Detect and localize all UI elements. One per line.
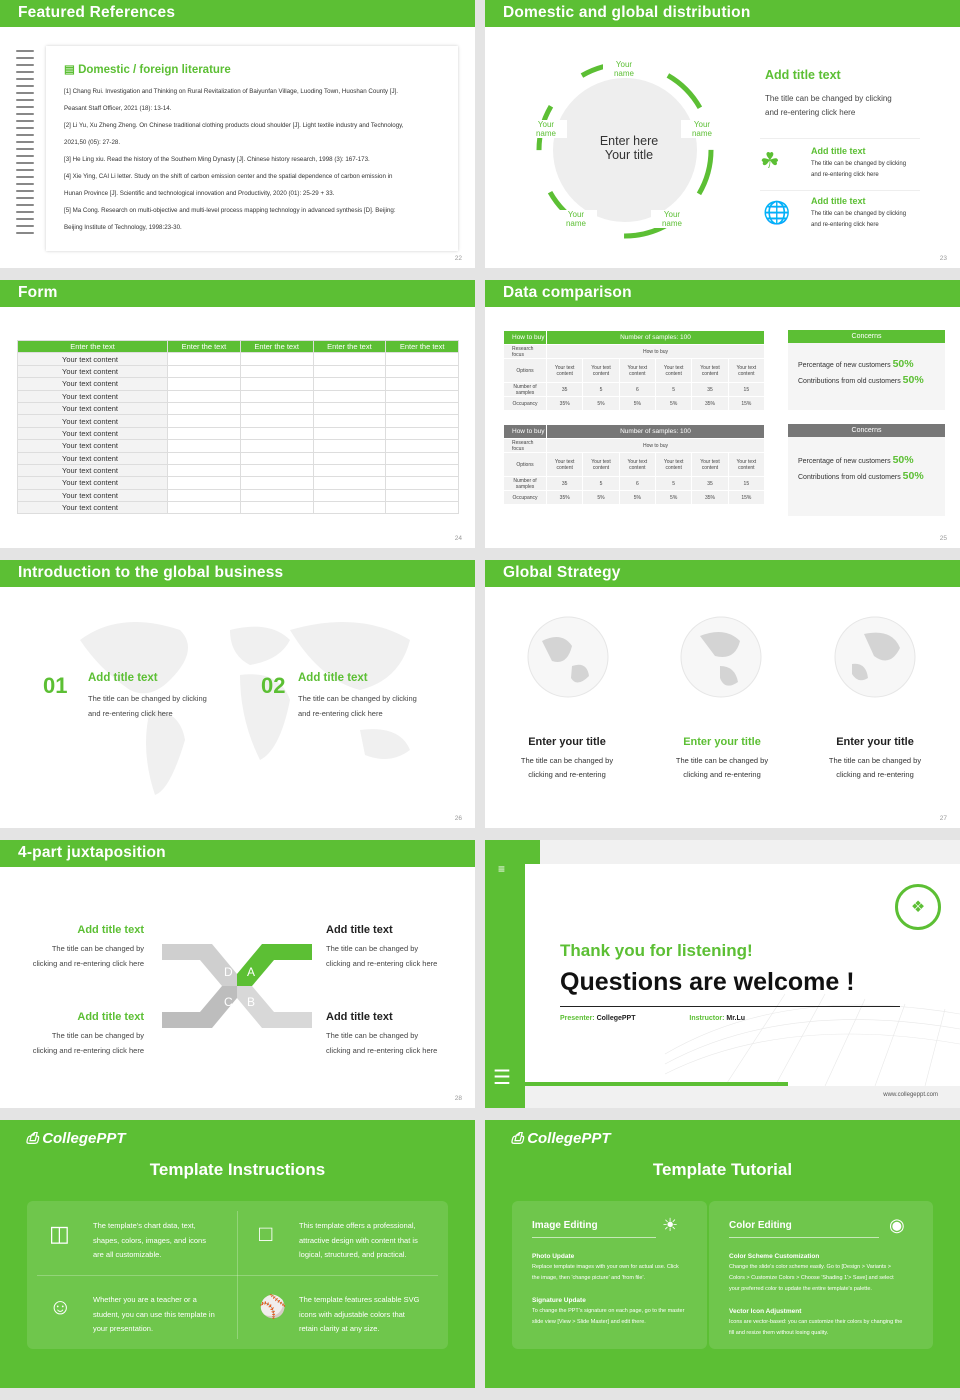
ref-line: [4] Xie Ying, CAI Li letter. Study on the shift of carbon emission center and the spatial dependence of carbon emission in: [64, 173, 393, 180]
reference-paper: [46, 46, 458, 251]
subheading: Signature Update: [532, 1297, 586, 1304]
table-cell[interactable]: [240, 402, 313, 414]
slide-global-strategy[interactable]: [485, 560, 960, 828]
table-cell[interactable]: [168, 390, 241, 402]
table-cell[interactable]: [386, 502, 459, 514]
part-text: clicking and re-entering click here: [32, 958, 144, 968]
tutorial-text: To change the PPT's signature on each page, go to the master: [532, 1308, 685, 1314]
tutorial-text: your preferred color to update the entire template's palette.: [729, 1286, 872, 1292]
table-cell[interactable]: [240, 489, 313, 501]
table-cell[interactable]: [313, 427, 386, 439]
university-seal-icon: ❖: [895, 884, 941, 930]
page-number: 25: [939, 535, 947, 542]
strategy-title: Enter your title: [528, 736, 606, 748]
strategy-title: Enter your title: [683, 736, 761, 748]
how-to-buy: How to buy: [547, 345, 765, 359]
table-cell[interactable]: [168, 427, 241, 439]
item-text: The title can be changed by clicking: [88, 694, 207, 703]
concerns-box: [788, 424, 945, 516]
table-row: [18, 477, 459, 489]
option-cell: Your text content: [692, 453, 728, 477]
strategy-text: clicking and re-entering: [836, 770, 914, 779]
table-cell[interactable]: Your text content: [18, 427, 168, 439]
occupancy-value: 35%: [692, 491, 728, 505]
instruction-text: are all customizable.: [93, 1250, 162, 1259]
comparison-table-1: [503, 330, 765, 411]
ref-heading: Domestic / foreign literature: [78, 64, 231, 76]
subheading: Vector Icon Adjustment: [729, 1308, 802, 1315]
table-row: [18, 390, 459, 402]
table-cell[interactable]: [386, 365, 459, 377]
strategy-text: clicking and re-entering: [683, 770, 761, 779]
instruction-text: icons with adjustable colors that: [299, 1309, 405, 1319]
table-cell[interactable]: [168, 502, 241, 514]
brand-name: CollegePPT: [42, 1130, 126, 1147]
table-row: [18, 365, 459, 377]
sub-title: Add title text: [811, 146, 866, 156]
main-title: Add title text: [765, 68, 841, 82]
part-text: The title can be changed by: [51, 1031, 144, 1040]
option-cell: Your text content: [619, 359, 655, 383]
table-cell[interactable]: Your text content: [18, 365, 168, 377]
strategy-text: The title can be changed by: [675, 756, 769, 765]
page-number: 24: [454, 535, 462, 542]
part-title: Add title text: [77, 1011, 144, 1023]
strategy-title: Enter your title: [836, 736, 914, 748]
table-cell[interactable]: [240, 464, 313, 476]
table-cell[interactable]: [386, 378, 459, 390]
table-cell[interactable]: [168, 353, 241, 365]
option-cell: Your text content: [619, 453, 655, 477]
table-row: [18, 415, 459, 427]
table-cell[interactable]: [386, 440, 459, 452]
tutorial-text: fill and resize them without losing quality.: [729, 1330, 829, 1336]
table-cell[interactable]: [386, 353, 459, 365]
teacher-icon: ☺: [49, 1294, 72, 1319]
menu-icon[interactable]: ≡: [498, 862, 506, 876]
concerns-header: Concerns: [788, 424, 945, 437]
table-cell[interactable]: [168, 378, 241, 390]
ref-line: [5] Ma Cong. Research on multi-objective and multi-level process mapping technology in advanced synthesis [D]. Beijing:: [64, 207, 396, 214]
presenter-label: Presenter:: [560, 1015, 595, 1022]
col-header: Enter the text: [240, 341, 313, 353]
tutorial-title: Template Tutorial: [652, 1160, 793, 1179]
sample-value: 35: [692, 383, 728, 397]
table-cell[interactable]: [168, 415, 241, 427]
instruction-text: This template offers a professional,: [299, 1221, 416, 1230]
option-cell: Your text content: [656, 453, 692, 477]
instruction-text: attractive design with content that is: [299, 1235, 418, 1245]
data-table: [503, 330, 765, 411]
table-cell[interactable]: Your text content: [18, 489, 168, 501]
table-cell[interactable]: Your text content: [18, 390, 168, 402]
occupancy-value: 35%: [692, 397, 728, 411]
table-cell[interactable]: [168, 440, 241, 452]
how-to-buy: How to buy: [504, 331, 547, 345]
occupancy-value: 5%: [656, 491, 692, 505]
color-editing-card: [709, 1201, 933, 1349]
old-customers-pct: 50%: [902, 470, 924, 482]
instruction-text: your presentation.: [93, 1324, 154, 1333]
slide-thank-you[interactable]: [485, 840, 960, 1108]
table-cell[interactable]: [168, 477, 241, 489]
samples: Number of samples: 100: [547, 425, 765, 439]
ref-line: [2] Li Yu, Xu Zheng Zheng. On Chinese traditional clothing products cloud shoulder [J]. Light textile industry and Technology,: [64, 122, 404, 129]
option-cell: Your text content: [547, 453, 583, 477]
instruction-text: The template's chart data, text,: [93, 1221, 196, 1230]
strategy-text: The title can be changed by: [828, 756, 922, 765]
option-cell: Your text content: [583, 359, 619, 383]
table-cell[interactable]: [240, 440, 313, 452]
new-customers-label: Percentage of new customers: [798, 458, 891, 465]
new-customers-pct: 50%: [892, 358, 914, 370]
strategy-text: The title can be changed by: [520, 756, 614, 765]
center-text: Enter here: [599, 134, 659, 148]
occupancy-value: 15%: [728, 397, 764, 411]
table-cell[interactable]: [168, 365, 241, 377]
slide-references[interactable]: [0, 0, 475, 268]
name-label: Your name: [681, 120, 723, 138]
samples: Number of samples: 100: [547, 331, 765, 345]
sub-text: The title can be changed by clicking: [811, 161, 907, 167]
num-samples: Number of samples: [504, 383, 547, 397]
lightbulb-icon: ☀: [662, 1215, 679, 1235]
sample-value: 15: [728, 383, 764, 397]
briefcase-icon: □: [259, 1221, 273, 1246]
table-cell[interactable]: Your text content: [18, 452, 168, 464]
globe-icon: [680, 616, 762, 703]
china-map-icon: ☘: [760, 148, 780, 173]
part-text: The title can be changed by: [326, 944, 419, 953]
table-cell[interactable]: [240, 353, 313, 365]
tutorial-text: slide view [View > Slide Master] and edit there.: [532, 1319, 646, 1325]
tutorial-text: Icons are vector-based: you can customize their colors by changing the: [729, 1319, 903, 1325]
strategy-text: clicking and re-entering: [528, 770, 606, 779]
table-cell[interactable]: [313, 353, 386, 365]
page-number: 27: [939, 815, 947, 822]
table-row: [18, 502, 459, 514]
part-text: clicking and re-entering click here: [326, 1045, 438, 1055]
instructions-card: [27, 1201, 448, 1349]
table-cell[interactable]: [240, 415, 313, 427]
slide-title: Data comparison: [485, 280, 960, 307]
table-cell[interactable]: [313, 378, 386, 390]
questions-text: Questions are welcome !: [560, 968, 855, 996]
basketball-icon: ⚾: [259, 1294, 287, 1319]
ref-line: [1] Chang Rui. Investigation and Thinking on Rural Revitalization of Baiyunfan Village, Luoding Town, Huoshan County [J].: [64, 88, 398, 95]
slide-distribution[interactable]: [485, 0, 960, 268]
occupancy-value: 35%: [547, 491, 583, 505]
table-row: [18, 402, 459, 414]
how-to-buy: How to buy: [547, 439, 765, 453]
brand-name: CollegePPT: [527, 1130, 611, 1147]
table-cell[interactable]: Your text content: [18, 464, 168, 476]
option-cell: Your text content: [583, 453, 619, 477]
how-to-buy: How to buy: [504, 425, 547, 439]
document-icon: ◫: [49, 1221, 70, 1246]
tutorial-text: Colors > Customize Colors > Choose 'Shading 1'> Save] and select: [729, 1275, 894, 1281]
sample-value: 35: [692, 477, 728, 491]
occupancy-value: 5%: [619, 397, 655, 411]
option-cell: Your text content: [547, 359, 583, 383]
ref-line: Peasant Staff Officer, 2021 (18): 13-14.: [64, 105, 172, 112]
table-cell[interactable]: [313, 390, 386, 402]
table-cell[interactable]: Your text content: [18, 353, 168, 365]
sample-value: 5: [656, 477, 692, 491]
page-number: 26: [454, 815, 462, 822]
palette-icon: ◉: [889, 1215, 905, 1235]
table-cell[interactable]: [386, 452, 459, 464]
item-number: 01: [43, 673, 68, 698]
options: Options: [504, 453, 547, 477]
num-samples: Number of samples: [504, 477, 547, 491]
focus: Research focus: [504, 345, 547, 359]
table-cell[interactable]: [386, 489, 459, 501]
instruction-text: retain clarity at any size.: [299, 1324, 380, 1333]
table-cell[interactable]: [240, 452, 313, 464]
slide-title: Domestic and global distribution: [485, 0, 960, 27]
item-title: Add title text: [298, 672, 368, 684]
slide-form[interactable]: [0, 280, 475, 548]
sample-value: 35: [547, 383, 583, 397]
options: Options: [504, 359, 547, 383]
book-icon: ▤: [64, 64, 75, 76]
form-table-wrap: [17, 340, 459, 514]
item-text: and re-entering click here: [298, 708, 383, 718]
table-row: [18, 353, 459, 365]
part-title: Add title text: [326, 1011, 393, 1023]
occupancy: Occupancy: [504, 397, 547, 411]
name-label: Your name: [651, 210, 693, 228]
data-table: [503, 424, 765, 505]
layers-icon: ☰: [493, 1067, 511, 1089]
col-header: Enter the text: [18, 341, 168, 353]
table-row: [18, 464, 459, 476]
website-url[interactable]: www.collegeppt.com: [883, 1092, 938, 1098]
tutorial-text: Change the slide's color scheme easily. Go to [Design > Variants >: [729, 1264, 891, 1270]
subheading: Color Scheme Customization: [729, 1253, 820, 1260]
globe-icon: [834, 616, 916, 703]
slide-juxtaposition[interactable]: [0, 840, 475, 1108]
table-cell[interactable]: [313, 365, 386, 377]
table-cell[interactable]: [240, 427, 313, 439]
concerns-header: Concerns: [788, 330, 945, 343]
table-cell[interactable]: [313, 464, 386, 476]
form-table: [17, 340, 459, 514]
table-cell[interactable]: Your text content: [18, 402, 168, 414]
occupancy-value: 5%: [583, 491, 619, 505]
table-cell[interactable]: [168, 452, 241, 464]
instructor-name: Mr.Lu: [726, 1015, 746, 1022]
table-row: [18, 489, 459, 501]
old-customers-label: Contributions from old customers: [798, 378, 901, 385]
table-cell[interactable]: [313, 452, 386, 464]
tutorial-text: Replace template images with your own for actual use. Click: [532, 1264, 679, 1270]
table-cell[interactable]: Your text content: [18, 415, 168, 427]
option-cell: Your text content: [692, 359, 728, 383]
card-title: Color Editing: [729, 1220, 792, 1231]
letter-c: C: [224, 995, 233, 1009]
brand-logo-icon: ⎙: [26, 1130, 39, 1147]
sub-text: The title can be changed by clicking: [811, 211, 907, 217]
occupancy-value: 15%: [728, 491, 764, 505]
table-cell[interactable]: [386, 402, 459, 414]
old-customers-pct: 50%: [902, 374, 924, 386]
sub-text: and re-entering click here: [811, 222, 879, 228]
main-text: and re-entering click here: [765, 108, 856, 117]
table-cell[interactable]: [386, 477, 459, 489]
item-number: 02: [261, 673, 286, 698]
sub-title: Add title text: [811, 196, 866, 206]
letter-d: D: [224, 965, 233, 979]
table-row: [18, 427, 459, 439]
concerns-box: [788, 330, 945, 410]
instruction-text: logical, structured, and practical.: [299, 1250, 407, 1259]
table-cell[interactable]: [313, 489, 386, 501]
table-cell[interactable]: [386, 427, 459, 439]
table-cell[interactable]: Your text content: [18, 440, 168, 452]
part-text: The title can be changed by: [51, 944, 144, 953]
presenter-name: CollegePPT: [596, 1015, 636, 1022]
sample-value: 35: [547, 477, 583, 491]
item-title: Add title text: [88, 672, 158, 684]
table-cell[interactable]: Your text content: [18, 477, 168, 489]
slide-title: Featured References: [0, 0, 475, 27]
slide-template-tutorial[interactable]: [485, 1120, 960, 1388]
content-card: [525, 864, 960, 1086]
globe-icon: 🌐: [763, 200, 791, 225]
sample-value: 6: [619, 383, 655, 397]
page-number: 23: [939, 255, 947, 262]
part-title: Add title text: [326, 924, 393, 936]
letter-a: A: [247, 965, 256, 979]
table-cell[interactable]: [386, 464, 459, 476]
table-cell[interactable]: [240, 378, 313, 390]
page-number: 22: [454, 255, 462, 262]
focus: Research focus: [504, 439, 547, 453]
letter-b: B: [247, 995, 256, 1009]
option-cell: Your text content: [656, 359, 692, 383]
table-cell[interactable]: [313, 440, 386, 452]
center-title: Your title: [604, 148, 654, 162]
table-cell[interactable]: [313, 415, 386, 427]
occupancy-value: 35%: [547, 397, 583, 411]
table-row: [18, 440, 459, 452]
item-text: and re-entering click here: [88, 708, 173, 718]
slide-title: Global Strategy: [485, 560, 960, 587]
table-cell[interactable]: [168, 464, 241, 476]
instruction-text: Whether you are a teacher or a: [93, 1295, 197, 1304]
instructions-title: Template Instructions: [149, 1160, 326, 1179]
globe-icon: [527, 616, 609, 703]
option-cell: Your text content: [728, 453, 764, 477]
sample-value: 5: [656, 383, 692, 397]
new-customers-pct: 50%: [892, 454, 914, 466]
table-row: [18, 452, 459, 464]
new-customers-label: Percentage of new customers: [798, 362, 891, 369]
table-cell[interactable]: [313, 402, 386, 414]
col-header: Enter the text: [313, 341, 386, 353]
table-cell[interactable]: [313, 477, 386, 489]
cycle-diagram: [525, 50, 725, 250]
ref-line: Beijing Institute of Technology, 1998:23-30.: [64, 224, 182, 231]
page-number: 28: [454, 1095, 462, 1102]
slide-title: Introduction to the global business: [0, 560, 475, 587]
table-cell[interactable]: [240, 477, 313, 489]
instructor-label: Instructor:: [689, 1015, 725, 1022]
part-text: clicking and re-entering click here: [32, 1045, 144, 1055]
main-text: The title can be changed by clicking: [765, 94, 892, 103]
ref-line: 2021,50 (05): 27-28.: [64, 139, 121, 146]
brand-logo-icon: ⎙: [511, 1130, 524, 1147]
name-label: Your name: [555, 210, 597, 228]
table-cell[interactable]: [240, 390, 313, 402]
sample-value: 5: [583, 383, 619, 397]
option-cell: Your text content: [728, 359, 764, 383]
ref-line: [3] He Ling xiu. Read the history of the Southern Ming Dynasty [J]. Chinese history research, 1998 (3): 167-173.: [64, 156, 370, 163]
table-cell[interactable]: [386, 390, 459, 402]
item-text: The title can be changed by clicking: [298, 694, 417, 703]
instruction-text: shapes, colors, images, and icons: [93, 1235, 206, 1245]
slide-title: 4-part juxtaposition: [0, 840, 475, 867]
instruction-text: student, you can use this template in: [93, 1309, 215, 1319]
image-editing-card: [512, 1201, 707, 1349]
table-cell[interactable]: [168, 402, 241, 414]
occupancy: Occupancy: [504, 491, 547, 505]
occupancy-value: 5%: [619, 491, 655, 505]
col-header: Enter the text: [386, 341, 459, 353]
card-title: Image Editing: [532, 1220, 598, 1231]
slide-global-business[interactable]: [0, 560, 475, 828]
table-cell[interactable]: Your text content: [18, 378, 168, 390]
instruction-text: The template features scalable SVG: [299, 1295, 420, 1304]
table-cell[interactable]: [313, 502, 386, 514]
slide-template-instructions[interactable]: [0, 1120, 475, 1388]
sample-value: 5: [583, 477, 619, 491]
ref-line: Hunan Province [J]. Scientific and technological innovation and Productivity, 2020 (01): 25-29 + 33.: [64, 190, 335, 197]
table-cell[interactable]: [240, 502, 313, 514]
sub-text: and re-entering click here: [811, 172, 879, 178]
thanks-text: Thank you for listening!: [560, 941, 753, 960]
abcd-diagram: [162, 944, 312, 1028]
table-cell[interactable]: [386, 415, 459, 427]
part-text: The title can be changed by: [326, 1031, 419, 1040]
occupancy-value: 5%: [583, 397, 619, 411]
sample-value: 6: [619, 477, 655, 491]
table-row: [18, 378, 459, 390]
old-customers-label: Contributions from old customers: [798, 474, 901, 481]
name-label: Your name: [525, 120, 567, 138]
table-cell[interactable]: [168, 489, 241, 501]
subheading: Photo Update: [532, 1253, 575, 1260]
occupancy-value: 5%: [656, 397, 692, 411]
comparison-table-2: [503, 424, 765, 505]
table-cell[interactable]: [240, 365, 313, 377]
part-text: clicking and re-entering click here: [326, 958, 438, 968]
notebook-rings: [16, 50, 38, 239]
tutorial-text: the image, then 'change picture' and 'from file'.: [532, 1275, 646, 1281]
slide-data-comparison[interactable]: [485, 280, 960, 548]
name-label: Your name: [603, 60, 645, 78]
table-cell[interactable]: Your text content: [18, 502, 168, 514]
part-title: Add title text: [77, 924, 144, 936]
slide-title: Form: [0, 280, 475, 307]
col-header: Enter the text: [168, 341, 241, 353]
sample-value: 15: [728, 477, 764, 491]
